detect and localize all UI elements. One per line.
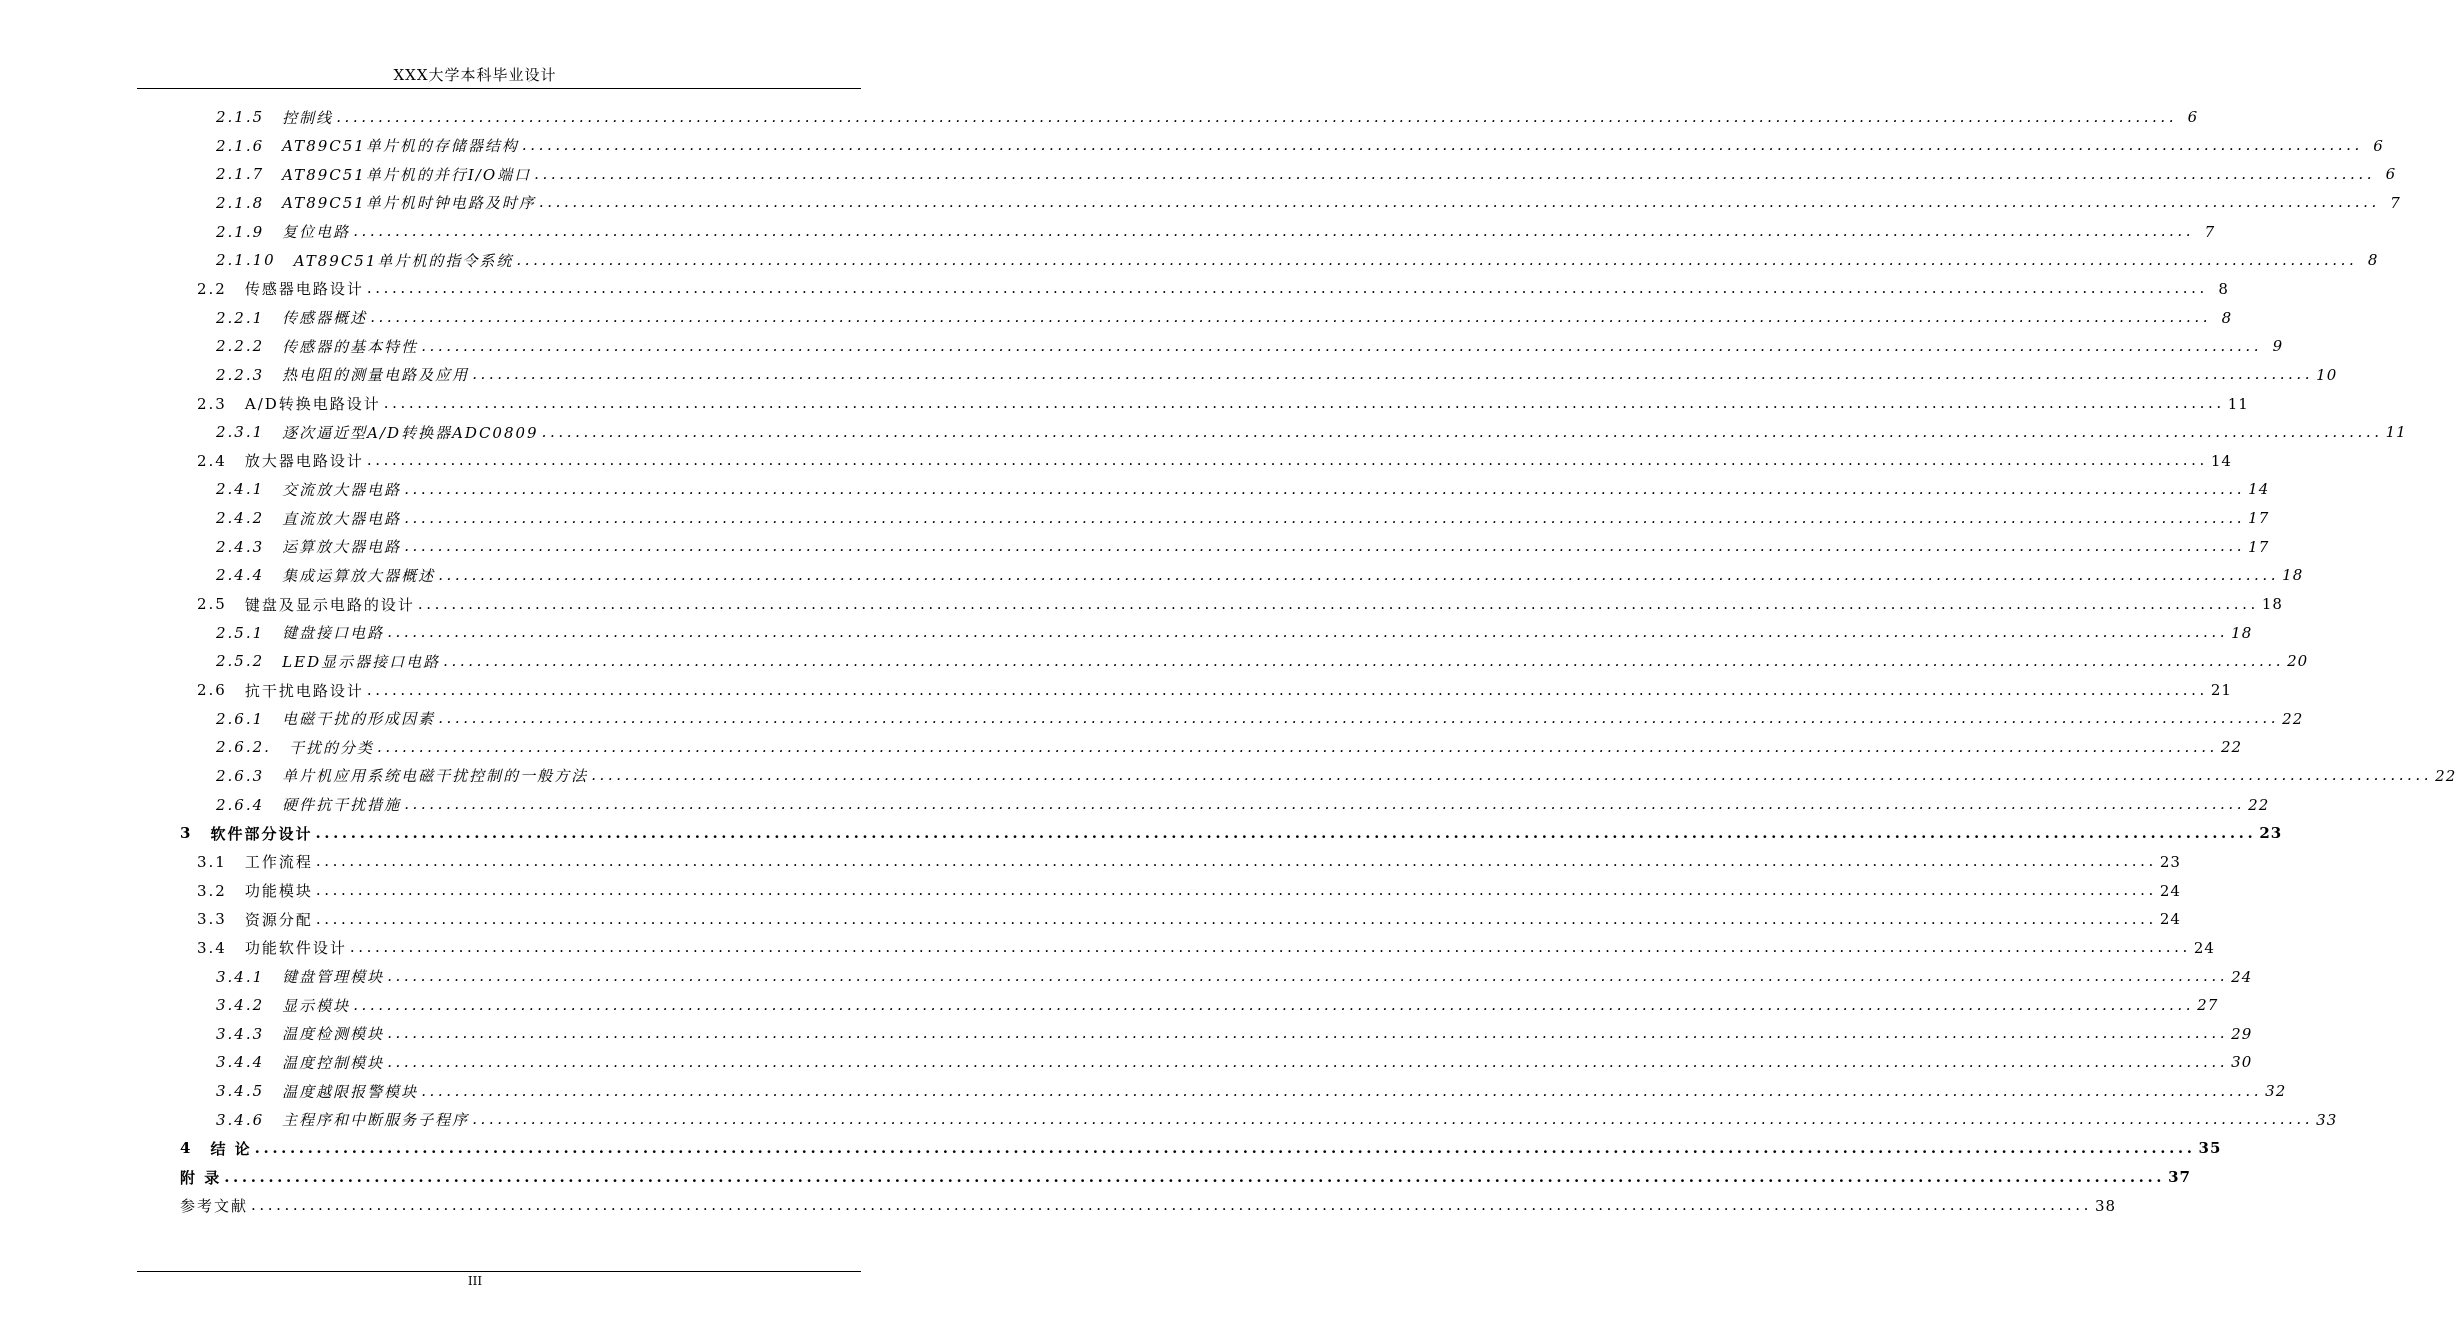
toc-leader-dots: ............................................................................................................................................................................................................................ [387,967,2229,985]
toc-leader-dots: ............................................................................................................................................................................................................................ [438,709,2280,728]
toc-entry[interactable] [180,1134,2222,1162]
toc-entry-title: AT89C51单片机的指令系统 [293,251,514,270]
toc-entry-title: 传感器的基本特性 [282,337,419,356]
toc-leader-dots: ............................................................................................................................................................................................................................ [387,1024,2229,1043]
toc-entry-page: 22 [2435,766,2456,785]
toc-entry-page: 23 [2159,852,2181,871]
toc-entry-number: 3.4.4 [216,1053,265,1072]
toc-entry[interactable] [216,1048,2253,1076]
toc-entry[interactable] [197,275,2229,303]
toc-leader-dots: ............................................................................................................................................................................................................................ [521,136,2363,155]
toc-entry-title: 结 论 [210,1139,252,1158]
toc-entry-number: 3.4.2 [216,996,265,1015]
toc-entry-number: 2.3 [197,394,227,413]
toc-entry-title: 抗干扰电路设计 [244,681,364,700]
toc-leader-dots: ............................................................................................................................................................................................................................ [417,594,2259,613]
toc-entry-page: 17 [2248,509,2270,528]
toc-entry-title: 工作流程 [244,853,313,872]
toc-entry[interactable] [180,1192,2117,1220]
toc-leader-dots: ............................................................................................................................................................................................................................ [404,537,2246,556]
toc-entry[interactable] [216,647,2309,675]
toc-entry-number: 3.4.5 [216,1082,265,1101]
toc-entry-page: 18 [2282,566,2304,585]
toc-entry-page: 33 [2316,1110,2338,1129]
toc-entry-title: 主程序和中断服务子程序 [282,1111,470,1130]
toc-entry-title: 温度越限报警模块 [282,1082,419,1101]
toc-entry-number: 2.2.1 [216,308,265,327]
toc-entry[interactable] [197,590,2283,618]
toc-entry-title: AT89C51单片机时钟电路及时序 [282,194,536,213]
toc-entry-number: 2.4.2 [216,509,265,528]
page-header-title: XXX大学本科毕业设计 [393,66,557,84]
toc-entry-number: 2.1.10 [216,251,276,270]
toc-leader-dots: ............................................................................................................................................................................................................................ [349,938,2191,957]
toc-entry-title: 控制线 [282,108,334,127]
toc-leader-dots: ............................................................................................................................................................................................................................ [366,451,2208,470]
toc-entry-page: 18 [2231,623,2253,642]
toc-entry-title: 键盘管理模块 [282,968,385,986]
toc-entry[interactable] [216,733,2243,761]
toc-entry-page: 6 [2187,108,2199,126]
toc-leader-dots: ............................................................................................................................................................................................................................ [534,164,2376,183]
toc-entry-page: 6 [2385,165,2397,184]
toc-entry-title: A/D转换电路设计 [244,395,381,413]
toc-entry-title: AT89C51单片机的并行I/O端口 [282,165,532,184]
toc-entry-number: 2.1.7 [216,165,265,184]
toc-entry[interactable] [180,1163,2191,1191]
toc-entry-title: 交流放大器电路 [282,480,402,499]
page-number: III [467,1274,483,1288]
toc-leader-dots: ............................................................................................................................................................................................................................ [366,279,2208,298]
toc-entry[interactable] [216,304,2233,332]
toc-entry-number: 2.6.4 [216,795,265,814]
toc-entry[interactable] [197,905,2181,933]
toc-entry-title: 键盘接口电路 [282,624,385,643]
toc-leader-dots: ............................................................................................................................................................................................................................ [224,1167,2166,1186]
toc-leader-dots: ............................................................................................................................................................................................................................ [315,823,2257,842]
toc-entry-page: 14 [2210,451,2232,470]
toc-entry[interactable] [216,791,2270,819]
toc-entry-page: 6 [2373,136,2384,155]
toc-leader-dots: ............................................................................................................................................................................................................................ [516,250,2358,269]
toc-leader-dots: ............................................................................................................................................................................................................................ [472,365,2314,384]
toc-leader-dots: ............................................................................................................................................................................................................................ [315,852,2157,871]
toc-entry-title: 功能模块 [244,882,313,901]
toc-entry-page: 23 [2259,824,2283,843]
toc-leader-dots: ............................................................................................................................................................................................................................ [315,909,2157,928]
toc-leader-dots: ............................................................................................................................................................................................................................ [366,680,2208,699]
toc-entry-title: 温度控制模块 [282,1053,385,1072]
toc-entry-number: 2.4 [197,451,227,470]
toc-entry-title: 附 录 [180,1168,222,1187]
toc-entry-page: 27 [2197,996,2219,1015]
toc-entry[interactable] [197,390,2249,418]
toc-leader-dots: ............................................................................................................................................................................................................................ [404,795,2246,814]
toc-entry-number: 2.5.2 [216,652,265,671]
toc-entry-page: 32 [2265,1082,2287,1101]
toc-entry[interactable] [197,447,2232,475]
toc-entry[interactable] [216,189,2401,217]
toc-entry[interactable] [197,934,2215,962]
toc-entry-title: 参考文献 [180,1197,249,1216]
toc-entry-page: 24 [2231,967,2253,986]
toc-entry-page: 7 [2390,193,2401,212]
toc-entry-title: 传感器概述 [282,309,368,328]
toc-entry-page: 24 [2159,910,2181,929]
toc-entry-page: 9 [2272,337,2284,356]
toc-entry[interactable] [216,418,2407,446]
toc-entry[interactable] [216,132,2384,160]
toc-entry-number: 2.2.2 [216,337,265,356]
toc-entry-number: 2.3.1 [216,423,265,442]
toc-entry-page: 8 [2218,279,2229,298]
toc-leader-dots: ............................................................................................................................................................................................................................ [383,394,2225,412]
toc-entry-number: 2.5.1 [216,623,265,642]
toc-entry[interactable] [216,218,2216,246]
toc-entry-number: 2.2.3 [216,365,265,384]
toc-entry-title: 集成运算放大器概述 [282,566,436,585]
toc-entry-number: 3.4.6 [216,1110,265,1129]
toc-leader-dots: ............................................................................................................................................................................................................................ [387,623,2229,642]
toc-entry[interactable] [216,361,2338,389]
toc-entry-number: 3.4.1 [216,967,265,986]
footer-rule [137,1271,861,1272]
toc-entry-page: 11 [2227,394,2249,413]
toc-leader-dots: ............................................................................................................................................................................................................................ [421,1081,2263,1100]
toc-leader-dots: ............................................................................................................................................................................................................................ [472,1110,2314,1129]
toc-entry[interactable] [216,1106,2338,1134]
toc-entry[interactable] [216,246,2379,274]
toc-entry-title: 功能软件设计 [244,939,347,958]
toc-entry-title: 硬件抗干扰措施 [282,796,402,815]
toc-entry-title: 软件部分设计 [210,824,313,843]
toc-entry-page: 22 [2220,738,2243,757]
toc-entry-page: 17 [2248,537,2270,556]
header-rule [137,88,861,89]
toc-entry-page: 20 [2287,652,2309,671]
toc-entry-page: 24 [2159,881,2181,900]
toc-entry-title: 显示模块 [282,996,351,1015]
toc-entry-title: 键盘及显示电路的设计 [244,595,415,614]
toc-entry-number: 2.6.3 [216,766,265,785]
toc-entry-title: LED显示器接口电路 [282,652,441,671]
toc-leader-dots: ............................................................................................................................................................................................................................ [353,222,2195,241]
toc-leader-dots: ............................................................................................................................................................................................................................ [387,1052,2229,1071]
toc-entry[interactable] [216,963,2253,991]
toc-entry-page: 22 [2248,795,2270,814]
toc-entry-title: 电磁干扰的形成因素 [282,710,436,729]
toc-entry-title: 逐次逼近型A/D转换器ADC0809 [282,423,539,442]
toc-leader-dots: ............................................................................................................................................................................................................................ [591,766,2433,785]
toc-entry-title: 资源分配 [244,910,313,929]
toc-entry[interactable] [216,504,2270,532]
toc-leader-dots: ............................................................................................................................................................................................................................ [443,651,2285,670]
toc-entry-number: 2.6 [197,681,227,699]
toc-leader-dots: ............................................................................................................................................................................................................................ [254,1138,2196,1157]
toc-entry-number: 2.1.5 [216,108,265,126]
toc-leader-dots: ............................................................................................................................................................................................................................ [336,107,2178,126]
toc-entry[interactable] [216,103,2199,131]
toc-entry-number: 2.1.6 [216,136,265,155]
toc-leader-dots: ............................................................................................................................................................................................................................ [404,508,2246,527]
toc-entry[interactable] [216,332,2284,360]
toc-entry-page: 37 [2168,1168,2191,1187]
toc-entry[interactable] [197,676,2232,704]
toc-leader-dots: ............................................................................................................................................................................................................................ [376,737,2218,756]
toc-leader-dots: ............................................................................................................................................................................................................................ [251,1196,2092,1215]
toc-entry-page: 10 [2316,365,2338,384]
toc-entry[interactable] [216,1077,2287,1105]
toc-entry-page: 29 [2231,1024,2253,1043]
toc-entry-page: 8 [2221,308,2233,327]
toc-leader-dots: ............................................................................................................................................................................................................................ [421,336,2263,355]
toc-entry-page: 11 [2385,423,2407,442]
toc-entry[interactable] [216,561,2304,589]
toc-leader-dots: ............................................................................................................................................................................................................................ [315,881,2157,900]
toc-entry-page: 7 [2204,222,2216,241]
toc-entry[interactable] [180,819,2283,847]
toc-entry[interactable] [216,705,2304,733]
toc-entry[interactable] [197,848,2181,876]
toc-entry[interactable] [216,160,2397,188]
toc-entry[interactable] [216,1020,2253,1048]
toc-entry-number: 2.4.3 [216,537,265,556]
toc-entry[interactable] [216,533,2270,561]
toc-leader-dots: ............................................................................................................................................................................................................................ [538,193,2380,212]
toc-entry-title: 传感器电路设计 [244,280,364,299]
toc-entry-number: 2.6.1 [216,709,265,728]
toc-entry-page: 30 [2231,1053,2253,1072]
toc-entry-page: 8 [2367,251,2379,270]
toc-entry-number: 3.1 [197,852,227,871]
toc-entry[interactable] [216,619,2253,647]
toc-entry-number: 3.4 [197,938,227,957]
toc-entry-number: 2.1.9 [216,222,265,241]
toc-entry-number: 3 [180,824,193,843]
toc-entry-page: 24 [2193,938,2215,957]
toc-entry-number: 2.4.1 [216,480,265,499]
toc-entry-title: AT89C51单片机的存储器结构 [282,137,519,156]
toc-entry[interactable] [216,475,2270,503]
toc-entry-page: 22 [2282,709,2304,728]
toc-entry-number: 3.4.3 [216,1024,265,1043]
toc-entry-title: 直流放大器电路 [282,509,402,528]
toc-leader-dots: ............................................................................................................................................................................................................................ [438,565,2280,584]
toc-entry-title: 复位电路 [282,223,351,242]
toc-leader-dots: ............................................................................................................................................................................................................................ [370,308,2212,327]
toc-entry-number: 3.3 [197,910,227,929]
toc-entry-page: 21 [2210,681,2232,699]
toc-entry-number: 4 [180,1139,193,1158]
toc-entry-number: 2.2 [197,279,227,298]
toc-entry-page: 14 [2248,480,2270,499]
toc-entry-number: 2.6.2. [216,738,271,757]
toc-leader-dots: ............................................................................................................................................................................................................................ [404,479,2246,498]
toc-leader-dots: ............................................................................................................................................................................................................................ [353,995,2195,1014]
toc-leader-dots: ............................................................................................................................................................................................................................ [541,422,2383,441]
toc-entry[interactable] [216,991,2219,1019]
toc-entry-title: 单片机应用系统电磁干扰控制的一般方法 [282,767,589,786]
toc-entry-page: 38 [2095,1196,2117,1215]
toc-entry-title: 运算放大器电路 [282,538,402,557]
toc-entry-number: 2.4.4 [216,566,265,585]
toc-entry-title: 温度检测模块 [282,1025,385,1044]
toc-entry-title: 放大器电路设计 [244,452,364,471]
toc-entry-number: 3.2 [197,881,227,900]
toc-entry-number: 2.1.8 [216,193,265,212]
toc-entry-title: 热电阻的测量电路及应用 [282,366,470,385]
toc-entry[interactable] [197,877,2181,905]
toc-entry-number: 2.5 [197,595,227,614]
toc-entry-page: 18 [2261,595,2283,614]
toc-entry-page: 35 [2198,1139,2222,1158]
toc-entry-title: 干扰的分类 [288,738,374,757]
toc-entry[interactable] [216,762,2456,790]
